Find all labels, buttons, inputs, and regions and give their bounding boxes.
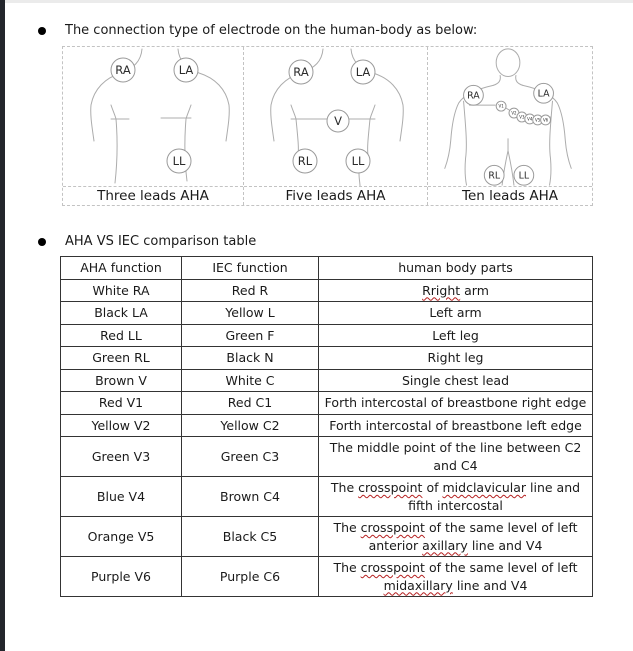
- table-row: [61, 279, 593, 302]
- electrode-label: LL: [518, 170, 530, 182]
- electrode-label: V3: [519, 114, 525, 120]
- misspelled-word: Rright: [422, 282, 461, 298]
- aha-iec-comparison-table: [60, 256, 593, 597]
- electrode-label: V1: [498, 103, 504, 109]
- iec-function-cell: Yellow L: [182, 302, 319, 325]
- electrode-circles: [111, 58, 198, 173]
- bullet-icon: [38, 238, 46, 246]
- iec-function-cell: Red R: [182, 279, 319, 302]
- header-human-body-parts: human body parts: [319, 257, 593, 280]
- electrode-label: RA: [293, 65, 309, 80]
- electrode-label: LA: [537, 88, 550, 100]
- iec-function-cell: Black C5: [182, 517, 319, 557]
- aha-function-cell: Yellow V2: [61, 414, 182, 437]
- misspelled-word: crosspoint: [358, 480, 423, 495]
- electrode-label: RL: [297, 154, 313, 169]
- iec-function-cell: Yellow C2: [182, 414, 319, 437]
- misspelled-word: midaxillary: [383, 577, 453, 593]
- body-part-cell: Rright arm: [319, 279, 593, 302]
- intro-bullet-line: [38, 22, 633, 40]
- aha-function-cell: Green V3: [61, 437, 182, 477]
- electrode-circles: [289, 60, 375, 173]
- electrode-label: RA: [115, 63, 131, 78]
- body-part-cell: The crosspoint of the same level of left anterior axillary line and V4: [319, 517, 593, 557]
- body-part-cell: Left arm: [319, 302, 593, 325]
- iec-function-cell: Black N: [182, 347, 319, 370]
- body-part-cell: Left leg: [319, 324, 593, 347]
- diagram-caption: Five leads AHA: [244, 186, 427, 205]
- table-row: [61, 369, 593, 392]
- document-page: [0, 3, 633, 597]
- electrode-label: LA: [355, 65, 371, 80]
- body-part-cell: The middle point of the line between C2 and C4: [319, 437, 593, 477]
- iec-function-cell: Green C3: [182, 437, 319, 477]
- electrode-label: V4: [527, 116, 533, 122]
- iec-function-cell: Red C1: [182, 392, 319, 415]
- body-part-cell: Forth intercostal of breastbone right edge: [319, 392, 593, 415]
- body-part-cell: Right leg: [319, 347, 593, 370]
- table-row: [61, 302, 593, 325]
- electrode-label: LL: [351, 154, 365, 169]
- body-part-cell: The crosspoint of the same level of left midaxillary line and V4: [319, 557, 593, 597]
- diagram-cell-three-leads: [63, 47, 244, 205]
- body-part-cell: Single chest lead: [319, 369, 593, 392]
- diagram-cell-five-leads: [244, 47, 428, 205]
- intro-text: The connection type of electrode on the human-body as below:: [65, 23, 478, 38]
- misspelled-word: crosspoint: [360, 560, 425, 575]
- table-row: [61, 414, 593, 437]
- aha-function-cell: Red V1: [61, 392, 182, 415]
- aha-function-cell: Black LA: [61, 302, 182, 325]
- header-aha-function: AHA function: [61, 257, 182, 280]
- misspelled-word: crosspoint: [360, 520, 425, 535]
- table-row: [61, 324, 593, 347]
- table-title-bullet-line: [38, 233, 633, 251]
- aha-function-cell: Blue V4: [61, 477, 182, 517]
- body-part-cell: Forth intercostal of breastbone left edge: [319, 414, 593, 437]
- table-title-text: AHA VS IEC comparison table: [65, 234, 257, 249]
- diagram-cell-ten-leads: [428, 47, 592, 205]
- electrode-label: RA: [467, 90, 480, 102]
- aha-function-cell: Purple V6: [61, 557, 182, 597]
- electrode-label: RL: [488, 170, 501, 182]
- aha-function-cell: Orange V5: [61, 517, 182, 557]
- five-leads-body-sketch: [244, 47, 427, 186]
- iec-function-cell: Purple C6: [182, 557, 319, 597]
- iec-function-cell: Green F: [182, 324, 319, 347]
- table-row: [61, 347, 593, 370]
- table-row: [61, 517, 593, 557]
- misspelled-word: axillary: [422, 537, 468, 553]
- misspelled-word: midclavicular: [442, 480, 527, 495]
- aha-function-cell: Green RL: [61, 347, 182, 370]
- three-leads-body-sketch: [63, 47, 243, 186]
- table-row: [61, 392, 593, 415]
- aha-function-cell: White RA: [61, 279, 182, 302]
- electrode-diagram-grid: [62, 46, 593, 206]
- bullet-icon: [38, 27, 46, 35]
- aha-function-cell: Red LL: [61, 324, 182, 347]
- aha-function-cell: Brown V: [61, 369, 182, 392]
- electrode-label: V: [334, 114, 342, 129]
- header-iec-function: IEC function: [182, 257, 319, 280]
- table-row: [61, 557, 593, 597]
- table-row: [61, 477, 593, 517]
- body-part-cell: The crosspoint of midclavicular line and fifth intercostal: [319, 477, 593, 517]
- electrode-label: LL: [172, 154, 186, 169]
- iec-function-cell: Brown C4: [182, 477, 319, 517]
- electrode-label: V6: [542, 117, 549, 123]
- electrode-label: V5: [535, 117, 541, 123]
- electrode-label: LA: [178, 63, 194, 78]
- electrode-circles: [464, 83, 554, 185]
- table-row: [61, 437, 593, 477]
- table-header-row: [61, 257, 593, 280]
- ten-leads-body-sketch: [428, 47, 592, 186]
- diagram-caption: Three leads AHA: [63, 186, 243, 205]
- full-body-outline: [445, 49, 571, 185]
- diagram-caption: Ten leads AHA: [428, 186, 592, 205]
- electrode-label: V2: [511, 110, 517, 116]
- iec-function-cell: White C: [182, 369, 319, 392]
